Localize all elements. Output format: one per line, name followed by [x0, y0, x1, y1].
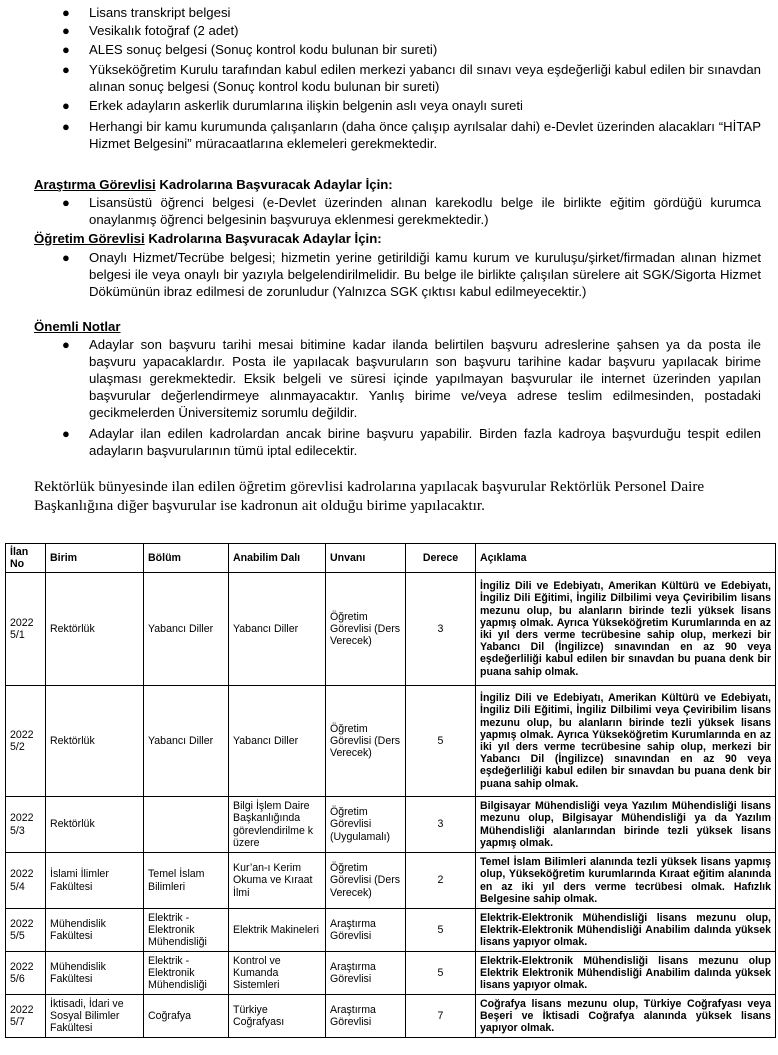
cell-unvan: Araştırma Görevlisi: [326, 995, 406, 1038]
list-item: [0, 61, 778, 95]
bullet-icon: ●: [62, 195, 70, 210]
cell-ilan-no: 2022 5/4: [6, 853, 46, 909]
notes-section-heading: [34, 318, 120, 335]
cell-ilan-no: 2022 5/5: [6, 909, 46, 952]
bullet-icon: ●: [62, 426, 70, 441]
list-item: [0, 425, 778, 459]
cell-derece: 5: [406, 952, 476, 995]
list-item-text: Adaylar ilan edilen kadrolardan ancak birine başvuru yapabilir. Birden fazla kadroya başvurduğu tespit edilen adayların başvurularının tümü iptal edilecektir.: [89, 426, 761, 458]
list-item-text: ALES sonuç belgesi (Sonuç kontrol kodu bulunan bir sureti): [89, 42, 438, 57]
cell-anabilim: Yabancı Diller: [229, 573, 326, 686]
list-item-text: Lisans transkript belgesi: [89, 5, 231, 20]
list-item-text: Adaylar son başvuru tarihi mesai bitimine kadar ilanda belirtilen başvuru adreslerine şahsen ya da posta ile başvuru yapacaklardır. Posta ile yapılacak başvuruların son başvuru tarihine kadar başvuru yapılacak birime ulaşması gerekmektedir. Eksik belgeli ve süresi içinde yapılmayan başvurular ile internet üzerinden yapılan başvurular değerlendirmeye alınmayacaktır. Yanlış birime ve/veya adrese teslim edilmesinden, postadaki gecikmelerden Üniversitemiz sorumlu değildir.: [89, 337, 761, 420]
cell-derece: 7: [406, 995, 476, 1038]
list-item: [0, 194, 778, 228]
list-item: [0, 41, 778, 58]
header-birim: Birim: [46, 544, 144, 573]
heading-underlined: Öğretim Görevlisi: [34, 231, 145, 246]
cell-birim: Mühendislik Fakültesi: [46, 909, 144, 952]
cell-unvan: Araştırma Görevlisi: [326, 952, 406, 995]
cell-anabilim: Kur’an-ı Kerim Okuma ve Kıraat İlmi: [229, 853, 326, 909]
header-ilan-no: İlan No: [6, 544, 46, 573]
bullet-icon: ●: [62, 42, 70, 57]
bullet-icon: ●: [62, 250, 70, 265]
list-item: [0, 4, 778, 21]
cell-ilan-no: 2022 5/7: [6, 995, 46, 1038]
cell-bolum: [144, 797, 229, 853]
cell-bolum: Temel İslam Bilimleri: [144, 853, 229, 909]
cell-bolum: Coğrafya: [144, 995, 229, 1038]
cell-derece: 5: [406, 686, 476, 797]
list-item: [0, 22, 778, 39]
list-item: [0, 97, 778, 114]
cell-anabilim: Kontrol ve Kumanda Sistemleri: [229, 952, 326, 995]
cell-bolum: Elektrik - Elektronik Mühendisliği: [144, 909, 229, 952]
cell-ilan-no: 2022 5/6: [6, 952, 46, 995]
cell-anabilim: Elektrik Makineleri: [229, 909, 326, 952]
list-item-text: Lisansüstü öğrenci belgesi (e-Devlet üzerinden alınan karekodlu belge ile birlikte eğitim gördüğü kurumca onaylanmış öğrenci belgesinin başvuruya eklenmesi gerekmektedir.): [89, 195, 761, 227]
list-item-text: Erkek adayların askerlik durumlarına ilişkin belgenin aslı veya onaylı sureti: [89, 98, 523, 113]
cell-bolum: Yabancı Diller: [144, 573, 229, 686]
cell-anabilim: Bilgi İşlem Daire Başkanlığında görevlendirilme k üzere: [229, 797, 326, 853]
cell-aciklama: İngiliz Dili ve Edebiyatı, Amerikan Kültürü ve Edebiyatı, İngiliz Dili Eğitimi, İngiliz Dilbilimi veya Çeviribilim lisans mezunu olup, bu alanların birinde tezli yüksek lisans yapmış olmak. Ayrıca Yükseköğretim Kurumlarında en az iki yıl ders verme tecrübesine sahip olup, merkezi bir Yabancı Dil (İngilizce) sınavından en az 90 veya eşdeğerliliği kabul edilen bir sınavdan bu puana denk bir puana sahip olmak.: [476, 573, 776, 686]
cell-ilan-no: 2022 5/1: [6, 573, 46, 686]
cell-birim: İktisadi, İdari ve Sosyal Bilimler Fakültesi: [46, 995, 144, 1038]
cell-aciklama: Temel İslam Bilimleri alanında tezli yüksek lisans yapmış olup, Yükseköğretim kurumlarında Kıraat eğitim alanında en az iki yıl ders verme tecrübesi olmak. Hafızlık Belgesine sahip olmak.: [476, 853, 776, 909]
list-item-text: Onaylı Hizmet/Tecrübe belgesi; hizmetin yerine getirildiği kamu kurum ve kuruluşu/şirket/firmadan alınan hizmet belgesi ile veya onaylı bir yazıyla belgelendirilmelidir. Bu belge ile birlikte çalışılan sürelere ait SGK/Sigorta Hizmet Dökümünün ibraz edilmesi de zorunludur (Yalnızca SGK çıktısı kabul edilmeyecektir.): [89, 250, 761, 299]
table-row: [6, 686, 776, 797]
heading-rest: Kadrolarına Başvuracak Adaylar İçin:: [155, 177, 393, 192]
table-row: [6, 573, 776, 686]
cell-unvan: Öğretim Görevlisi (Ders Verecek): [326, 853, 406, 909]
cell-derece: 5: [406, 909, 476, 952]
research-section-heading: [34, 176, 393, 193]
cell-derece: 3: [406, 573, 476, 686]
table-row: [6, 952, 776, 995]
heading-underlined: Araştırma Görevlisi: [34, 177, 156, 192]
cell-aciklama: İngiliz Dili ve Edebiyatı, Amerikan Kültürü ve Edebiyatı, İngiliz Dili Eğitimi, İngiliz Dilbilimi veya Çeviribilim lisans mezunu olup, bu alanların birinde tezli yüksek lisans yapmış olmak. Ayrıca Yükseköğretim Kurumlarında en az iki yıl ders verme tecrübesine sahip olup, merkezi bir Yabancı Dil (İngilizce) sınavından en az 90 veya eşdeğerliliği kabul edilen bir sınavdan bu puana denk bir puana sahip olmak.: [476, 686, 776, 797]
cell-birim: Rektörlük: [46, 573, 144, 686]
list-item: [0, 249, 778, 300]
cell-birim: Rektörlük: [46, 797, 144, 853]
bullet-icon: ●: [62, 23, 70, 38]
cell-anabilim: Yabancı Diller: [229, 686, 326, 797]
cell-aciklama: Coğrafya lisans mezunu olup, Türkiye Coğrafyası veya Beşeri ve İktisadi Coğrafya alanında yüksek lisans yapıyor olmak.: [476, 995, 776, 1038]
list-item-text: Yükseköğretim Kurulu tarafından kabul edilen merkezi yabancı dil sınavı veya eşdeğerliği kabul edilen bir sınavdan alınan sonuç belgesi (Sonuç kontrol kodu bulunan bir sureti): [89, 62, 761, 94]
table-row: [6, 909, 776, 952]
cell-birim: İslami İlimler Fakültesi: [46, 853, 144, 909]
cell-aciklama: Elektrik-Elektronik Mühendisliği lisans mezunu olup, Elektrik-Elektronik Mühendisliği Anabilim dalında yüksek lisans yapıyor olmak.: [476, 909, 776, 952]
bullet-icon: ●: [62, 119, 70, 134]
cell-unvan: Öğretim Görevlisi (Ders Verecek): [326, 686, 406, 797]
cell-anabilim: Türkiye Coğrafyası: [229, 995, 326, 1038]
header-bolum: Bölüm: [144, 544, 229, 573]
closing-note: Rektörlük bünyesinde ilan edilen öğretim görevlisi kadrolarına yapılacak başvurular Rektörlük Personel Daire Başkanlığına diğer başvurular ise kadronun ait olduğu birime yapılacaktır.: [34, 478, 705, 514]
header-aciklama: Açıklama: [476, 544, 776, 573]
table-row: [6, 995, 776, 1038]
header-anabilim: Anabilim Dalı: [229, 544, 326, 573]
cell-derece: 3: [406, 797, 476, 853]
cell-aciklama: Bilgisayar Mühendisliği veya Yazılım Mühendisliği lisans mezunu olup, Bilgisayar Mühendisliği ya da Yazılım Mühendisliği alanlarından birinde tezli yüksek lisans yapmış olmak.: [476, 797, 776, 853]
cell-bolum: Yabancı Diller: [144, 686, 229, 797]
cell-ilan-no: 2022 5/2: [6, 686, 46, 797]
heading-rest: Kadrolarına Başvuracak Adaylar İçin:: [144, 231, 382, 246]
header-derece: Derece: [406, 544, 476, 573]
bullet-icon: ●: [62, 62, 70, 77]
list-item-text: Herhangi bir kamu kurumunda çalışanların (daha önce çalışıp ayrılsalar dahi) e-Devlet üzerinden alacakları “HİTAP Hizmet Belgesini” müracaatlarına eklemeleri gerekmektedir.: [89, 119, 761, 151]
cell-aciklama: Elektrik-Elektronik Mühendisliği lisans mezunu olup Elektrik Elektronik Mühendisliği Anabilim dalında yüksek lisans yapıyor olmak.: [476, 952, 776, 995]
list-item: [0, 118, 778, 152]
list-item-text: Vesikalık fotoğraf (2 adet): [89, 23, 239, 38]
cell-ilan-no: 2022 5/3: [6, 797, 46, 853]
bullet-icon: ●: [62, 5, 70, 20]
table-row: [6, 853, 776, 909]
lecturer-section-heading: [34, 230, 382, 247]
cell-unvan: Araştırma Görevlisi: [326, 909, 406, 952]
cell-unvan: Öğretim Görevlisi (Ders Verecek): [326, 573, 406, 686]
heading-underlined: Önemli Notlar: [34, 319, 121, 334]
bullet-icon: ●: [62, 98, 70, 113]
cell-birim: Mühendislik Fakültesi: [46, 952, 144, 995]
cell-birim: Rektörlük: [46, 686, 144, 797]
cell-derece: 2: [406, 853, 476, 909]
table-header-row: [6, 544, 776, 573]
header-unvan: Unvanı: [326, 544, 406, 573]
bullet-icon: ●: [62, 337, 70, 352]
cell-bolum: Elektrik - Elektronik Mühendisliği: [144, 952, 229, 995]
list-item: [0, 336, 778, 421]
positions-table: [5, 543, 776, 1038]
cell-unvan: Öğretim Görevlisi (Uygulamalı): [326, 797, 406, 853]
table-row: [6, 797, 776, 853]
